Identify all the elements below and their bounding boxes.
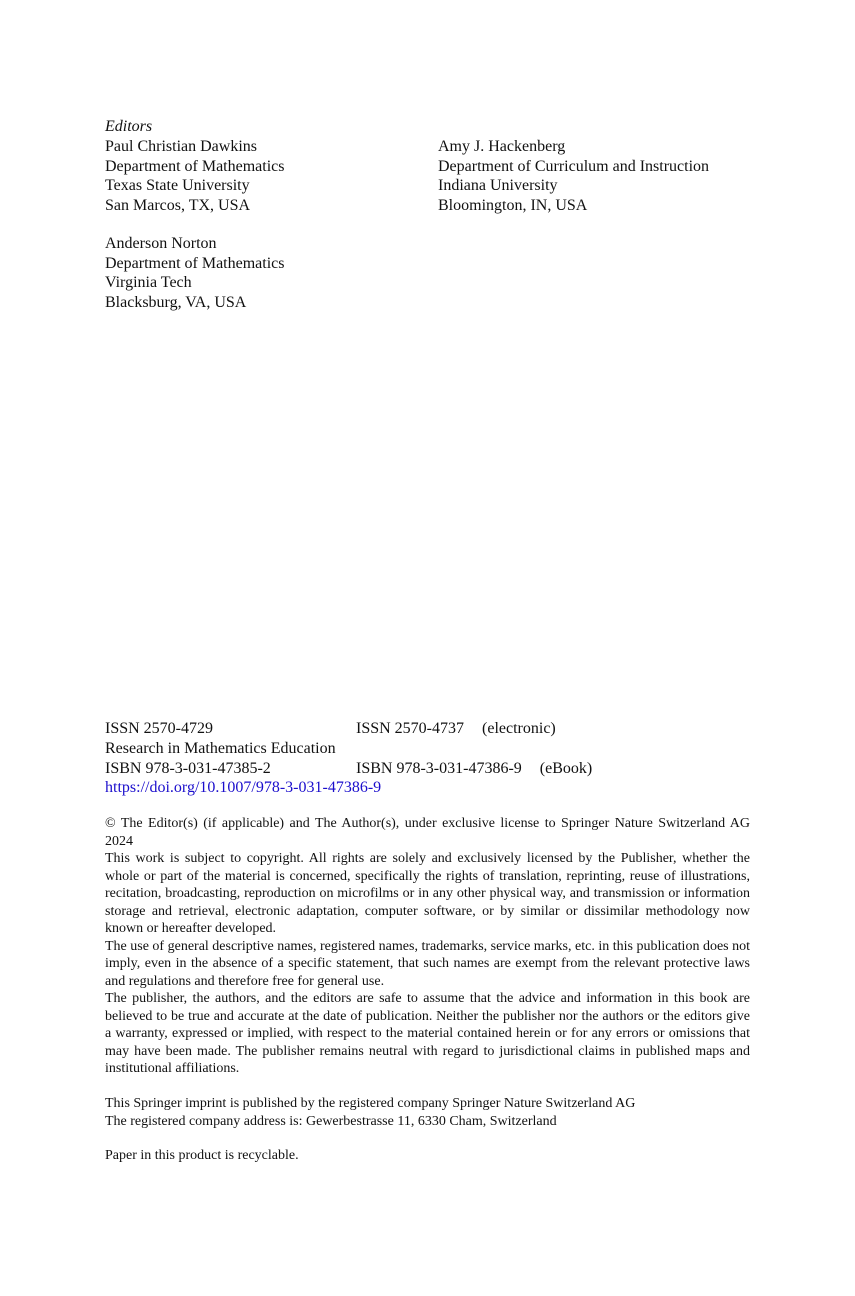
copyright-notice: © The Editor(s) (if applicable) and The Author(s), under exclusive license to Springer Nature Switzerland AG 2024 (105, 816, 750, 849)
trademark-paragraph: The use of general descriptive names, registered names, trademarks, service marks, etc. in this publication does not imply, even in the absence of a specific statement, that such names are exempt from the relevant protective laws and regulations and therefore free for general use. (105, 938, 750, 989)
isbn-ebook: ISBN 978-3-031-47386-9 (356, 759, 522, 777)
editor-department: Department of Mathematics (105, 157, 285, 175)
editor-location: Blacksburg, VA, USA (105, 293, 247, 311)
editor-department: Department of Curriculum and Instruction (438, 157, 710, 175)
editor-name: Anderson Norton (105, 235, 217, 252)
editor-name: Paul Christian Dawkins (105, 138, 257, 155)
issn-electronic: ISSN 2570-4737 (356, 720, 465, 737)
disclaimer-paragraph: The publisher, the authors, and the editors are safe to assume that the advice and information in this book are believed to be true and accurate at the date of publication. Neither the publisher nor the authors or the editors give a warranty, expressed or implied, with respect to the material contained herein or for any errors or omissions that may have been made. The publisher remains neutral with regard to jurisdictional claims in published maps and institutional affiliations. (105, 991, 750, 1076)
imprint-block (105, 1095, 750, 1130)
editor-block-hackenberg (438, 137, 818, 215)
editor-institution: Indiana University (438, 177, 558, 194)
series-title: Research in Mathematics Education (105, 739, 336, 757)
copyright-paragraph: This work is subject to copyright. All rights are solely and exclusively licensed by the Publisher, whether the whole or part of the material is concerned, specifically the rights of translation, reprinting, reuse of illustrations, recitation, broadcasting, reproduction on microfilms or in any other physical way, and transmission or information storage and retrieval, electronic adaptation, computer software, or by similar or dissimilar methodology now known or hereafter developed. (105, 851, 750, 936)
recyclable-note: Paper in this product is recyclable. (105, 1148, 299, 1163)
imprint-line-2: The registered company address is: Gewerbestrasse 11, 6330 Cham, Switzerland (105, 1113, 557, 1129)
editor-institution: Texas State University (105, 177, 250, 194)
doi-link[interactable]: https://doi.org/10.1007/978-3-031-47386-9 (105, 779, 382, 797)
editors-label: Editors (105, 118, 153, 135)
editor-institution: Virginia Tech (105, 274, 192, 291)
editor-location: San Marcos, TX, USA (105, 196, 251, 214)
editor-location: Bloomington, IN, USA (438, 196, 588, 214)
issn-electronic-group (356, 719, 556, 739)
imprint-line-1: This Springer imprint is published by the registered company Springer Nature Switzerland AG (105, 1096, 636, 1111)
isbn-ebook-group (356, 759, 592, 779)
isbn-row (105, 759, 755, 779)
issn-row (105, 719, 755, 739)
editor-name: Amy J. Hackenberg (438, 138, 566, 155)
issn-electronic-note: (electronic) (482, 720, 556, 737)
series-row (105, 739, 755, 759)
doi-row (105, 778, 755, 798)
legal-notice (105, 815, 750, 1078)
identifiers-block (105, 719, 755, 798)
isbn-print: ISBN 978-3-031-47385-2 (105, 759, 271, 777)
editor-department: Department of Mathematics (105, 254, 285, 272)
editor-block-dawkins (105, 137, 425, 215)
issn-print: ISSN 2570-4729 (105, 720, 214, 737)
editor-block-norton (105, 234, 425, 312)
isbn-ebook-note: (eBook) (539, 759, 593, 777)
